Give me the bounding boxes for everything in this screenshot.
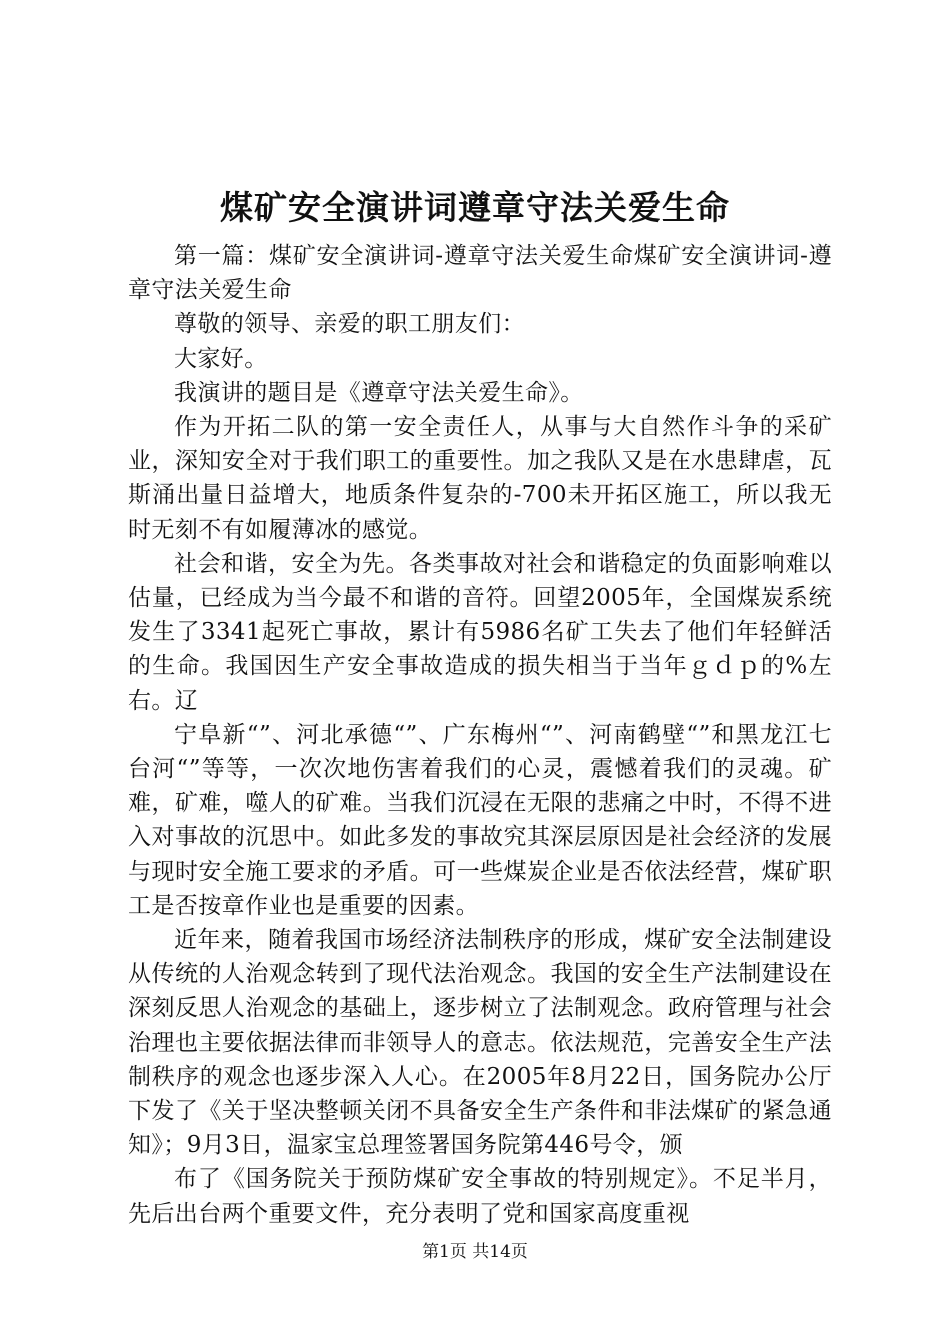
- paragraph: 作为开拓二队的第一安全责任人，从事与大自然作斗争的采矿业，深知安全对于我们职工的重要性。加之我队又是在水患肆虐，瓦斯涌出量日益增大，地质条件复杂的-700未开拓区施工，所以我无时无刻不有如履薄冰的感觉。: [128, 414, 832, 543]
- paragraph: 我演讲的题目是《遵章守法关爱生命》。: [174, 379, 584, 406]
- paragraph: 近年来，随着我国市场经济法制秩序的形成，煤矿安全法制建设从传统的人治观念转到了现代法治观念。我国的安全生产法制建设在深刻反思人治观念的基础上，逐步树立了法制观念。政府管理与社会治理也主要依据法律而非领导人的意志。依法规范，完善安全生产法制秩序的观念也逐步深入人心。在2005年8月22日，国务院办公厅下发了《关于坚决整顿关闭不具备安全生产条件和非法煤矿的紧急通知》；9月3日，温家宝总理签署国务院第446号令，颁: [128, 927, 832, 1159]
- paragraph: 尊敬的领导、亲爱的职工朋友们：: [174, 311, 525, 338]
- paragraph: 第一篇：煤矿安全演讲词-遵章守法关爱生命煤矿安全演讲词-遵章守法关爱生命: [128, 243, 832, 304]
- paragraph: 宁阜新“”、河北承德“”、广东梅州“”、河南鹤壁“”和黑龙江七台河“”等等，一次次地伤害着我们的心灵，震憾着我们的灵魂。矿难，矿难，噬人的矿难。当我们沉浸在无限的悲痛之中时，不得不进入对事故的沉思中。如此多发的事故究其深层原因是社会经济的发展与现时安全施工要求的矛盾。可一些煤炭企业是否依法经营，煤矿职工是否按章作业也是重要的因素。: [128, 721, 832, 919]
- document-body: [128, 239, 832, 1231]
- page-footer: 第1页 共14页: [422, 1242, 528, 1262]
- paragraph: 布了《国务院关于预防煤矿安全事故的特别规定》。不足半月，先后出台两个重要文件，充分表明了党和国家高度重视: [128, 1166, 832, 1227]
- document-title: 煤矿安全演讲词遵章守法关爱生命: [220, 188, 730, 227]
- paragraph: 大家好。: [174, 345, 268, 372]
- paragraph: 社会和谐，安全为先。各类事故对社会和谐稳定的负面影响难以估量，已经成为当今最不和谐的音符。回望2005年，全国煤炭系统发生了3341起死亡事故，累计有5986名矿工失去了他们年轻鲜活的生命。我国因生产安全事故造成的损失相当于当年ｇｄｐ的%左右。辽: [128, 550, 832, 714]
